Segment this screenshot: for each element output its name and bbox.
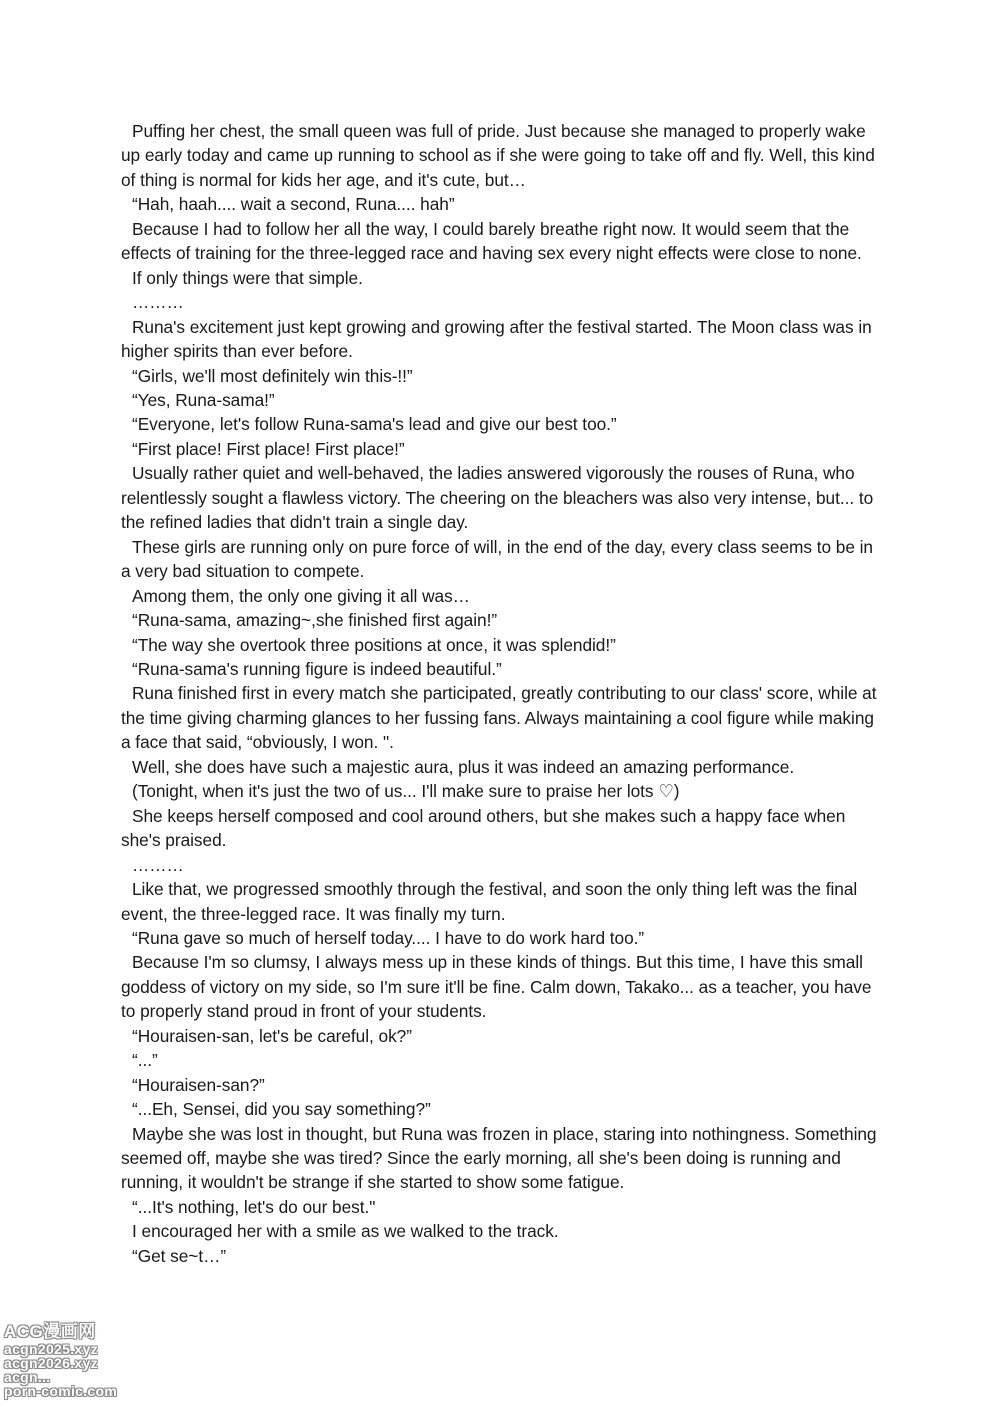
paragraph: She keeps herself composed and cool around others, but she makes such a happy face when she's praised. (121, 805, 846, 851)
paragraph: Puffing her chest, the small queen was full of pride. Just because she managed to properly wake up early today and came up running to school as if she were going to take off and fly. Well, this kind of thing is normal for kids her age, and it's cute, but… (121, 121, 875, 190)
paragraph: “...” (132, 1050, 158, 1071)
watermark-line: acgn2025.xyz (4, 1341, 98, 1357)
paragraph: Well, she does have such a majestic aura, plus it was indeed an amazing performance. (132, 756, 795, 777)
paragraph: “The way she overtook three positions at once, it was splendid!” (132, 634, 616, 655)
paragraph: Among them, the only one giving it all was… (132, 585, 470, 606)
paragraph: “Runa-sama, amazing~,she finished first again!” (132, 610, 498, 631)
paragraph: Because I had to follow her all the way, I could barely breathe right now. It would seem that the effects of training for the three-legged race and having sex every night effects were close to none. (121, 218, 862, 264)
paragraph: “Runa gave so much of herself today.... I have to do work hard too.” (132, 927, 645, 948)
paragraph: “Yes, Runa-sama!” (132, 389, 275, 410)
paragraph: “Runa-sama's running figure is indeed beautiful.” (132, 658, 502, 679)
paragraph: “Houraisen-san, let's be careful, ok?” (132, 1025, 412, 1046)
paragraph: If only things were that simple. (132, 267, 363, 288)
watermark-line: acgn2026.xyz (4, 1355, 98, 1371)
paragraph: Usually rather quiet and well-behaved, the ladies answered vigorously the rouses of Runa, who relentlessly sought a flawless victory. The cheering on the bleachers was also very intense, but... to the refined ladies that didn't train a single day. (121, 463, 874, 533)
paragraph: “...It's nothing, let's do our best." (132, 1196, 376, 1217)
paragraph: Runa's excitement just kept growing and growing after the festival started. The Moon class was in higher spirits than ever before. (121, 316, 872, 362)
paragraph: “Girls, we'll most definitely win this-!!” (132, 365, 413, 386)
paragraph: Because I'm so clumsy, I always mess up in these kinds of things. But this time, I have this small goddess of victory on my side, so I'm sure it'll be fine. Calm down, Takako... as a teacher, you have to properly stand proud in front of your students. (121, 952, 872, 1022)
paragraph: These girls are running only on pure force of will, in the end of the day, every class seems to be in a very bad situation to compete. (121, 536, 873, 582)
paragraph: Runa finished first in every match she participated, greatly contributing to our class' score, while at the time giving charming glances to her fussing fans. Always maintaining a cool figure while making a face that said, “obviously, I won. ". (121, 683, 877, 753)
paragraph: “Everyone, let's follow Runa-sama's lead and give our best too.” (132, 414, 617, 435)
paragraph: Maybe she was lost in thought, but Runa was frozen in place, staring into nothingness. Something seemed off, maybe she was tired? Since the early morning, all she's been doing is running and running, it wouldn't be strange if she started to show some fatigue. (121, 1123, 877, 1193)
paragraph: I encouraged her with a smile as we walked to the track. (132, 1221, 559, 1242)
paragraph: Like that, we progressed smoothly through the festival, and soon the only thing left was the final event, the three-legged race. It was finally my turn. (121, 879, 858, 924)
paragraph: “First place! First place! First place!” (132, 438, 405, 459)
paragraph: “...Eh, Sensei, did you say something?” (132, 1099, 431, 1120)
story-text (121, 119, 883, 1268)
paragraph: (Tonight, when it's just the two of us... I'll make sure to praise her lots ♡) (132, 781, 680, 802)
scene-break: ……… (132, 854, 184, 875)
paragraph: “Houraisen-san?” (132, 1074, 265, 1095)
paragraph: “Hah, haah.... wait a second, Runa.... hah” (132, 194, 455, 215)
paragraph: “Get se~t…” (132, 1245, 227, 1266)
scene-break: ……… (132, 292, 184, 313)
site-watermark (4, 1322, 117, 1398)
watermark-line: porn-comic.com (4, 1383, 118, 1399)
watermark-line: acgn... (4, 1369, 51, 1385)
watermark-title: ACG漫画网 (4, 1322, 96, 1341)
